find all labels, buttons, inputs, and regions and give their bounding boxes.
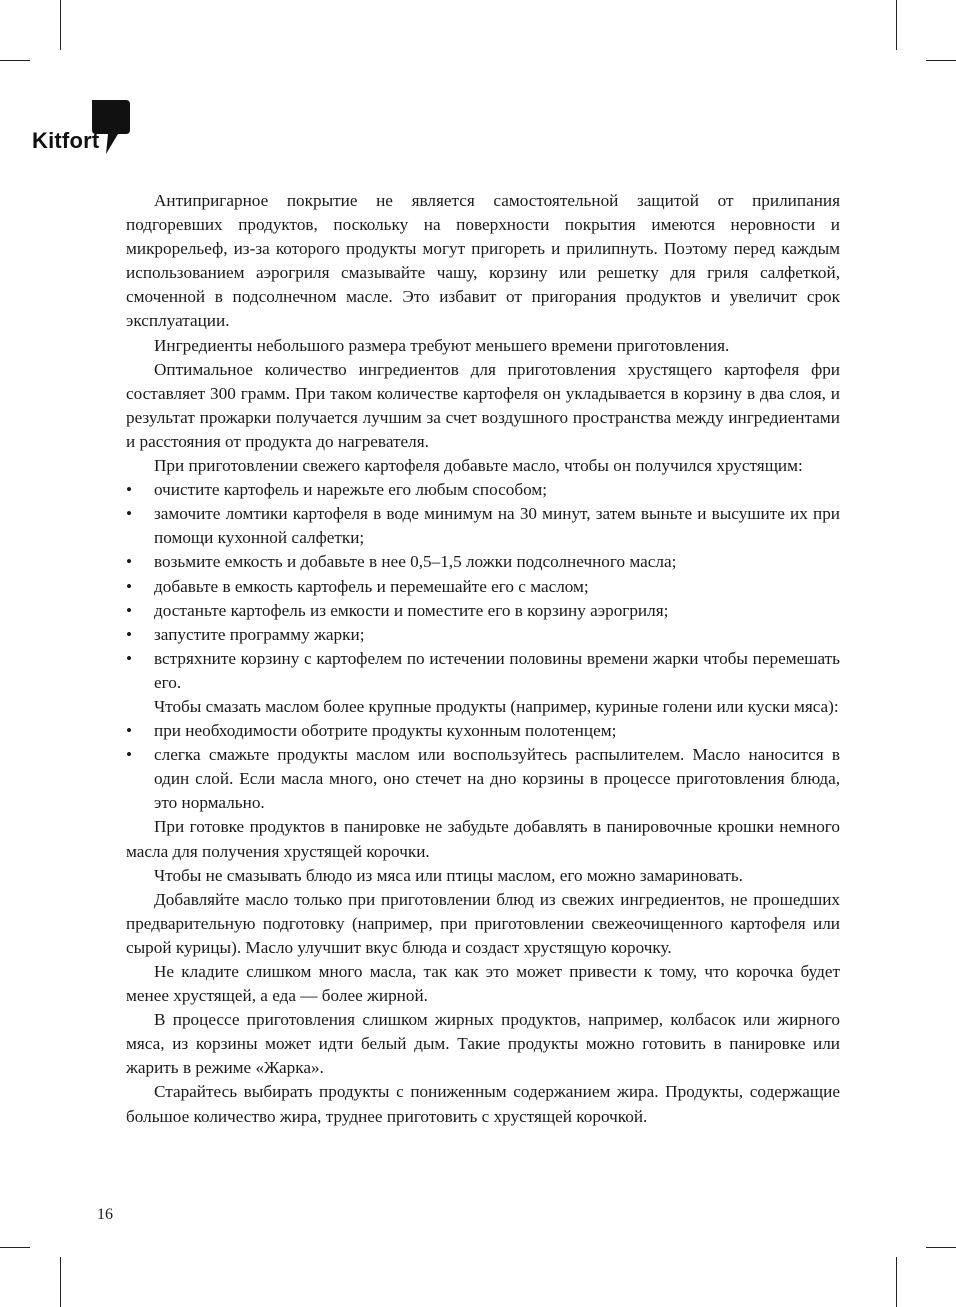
- bullet-icon: •: [126, 648, 133, 668]
- brand-logo: [92, 100, 212, 160]
- bullet-icon: •: [126, 600, 133, 620]
- list-item: • добавьте в емкость картофель и перемешайте его с маслом;: [126, 575, 840, 599]
- list-item: • слегка смажьте продукты маслом или воспользуйтесь распылителем. Масло наносится в один слой. Если масла много, оно стечет на дно корзины в процессе приготовления блюда, это нормально.: [126, 745, 840, 813]
- paragraph: При готовке продуктов в панировке не забудьте добавлять в панировочные крошки немного масла для получения хрустящей корочки.: [126, 817, 840, 861]
- bullet-icon: •: [126, 624, 133, 644]
- potato-steps-list: [126, 478, 840, 695]
- paragraph: Чтобы не смазывать блюдо из мяса или птицы маслом, его можно замариновать.: [154, 865, 743, 885]
- paragraph: Чтобы смазать маслом более крупные продукты (например, куриные голени или куски мяса):: [154, 696, 839, 716]
- list-item: • очистите картофель и нарежьте его любым способом;: [126, 478, 840, 502]
- bullet-icon: •: [126, 504, 133, 524]
- list-item: • достаньте картофель из емкости и поместите его в корзину аэрогриля;: [126, 599, 840, 623]
- list-item: • встряхните корзину с картофелем по истечении половины времени жарки чтобы перемешать его.: [126, 648, 840, 692]
- bullet-icon: •: [126, 552, 133, 572]
- paragraph: Старайтесь выбирать продукты с пониженным содержанием жира. Продукты, содержащие большое количество жира, труднее приготовить с хрустящей корочкой.: [126, 1082, 840, 1126]
- bullet-icon: •: [126, 480, 133, 500]
- list-item: • возьмите емкость и добавьте в нее 0,5–1,5 ложки подсолнечного масла;: [126, 550, 840, 574]
- paragraph: Добавляйте масло только при приготовлении блюд из свежих ингредиентов, не прошедших предварительную подготовку (например, при приготовлении свежеочищенного картофеля или сырой курицы). Масло улучшит вкус блюда и создаст хрустящую корочку.: [126, 889, 840, 957]
- list-item: • при необходимости оботрите продукты кухонным полотенцем;: [126, 719, 840, 743]
- crop-mark-bottom-left-vertical: [60, 1257, 61, 1307]
- bullet-icon: •: [126, 745, 133, 765]
- crop-mark-bottom-right-horizontal: [926, 1247, 956, 1248]
- list-item: • запустите программу жарки;: [126, 623, 840, 647]
- document-body: [126, 189, 840, 1129]
- bullet-icon: •: [126, 721, 133, 741]
- brand-name: Kitfort: [32, 128, 100, 153]
- paragraph: Не кладите слишком много масла, так как это может привести к тому, что корочка будет менее хрустящей, а еда — более жирной.: [126, 962, 840, 1006]
- crop-mark-top-left-vertical: [60, 0, 61, 50]
- crop-mark-bottom-right-vertical: [896, 1257, 897, 1307]
- crop-mark-top-right-vertical: [896, 0, 897, 50]
- paragraph: В процессе приготовления слишком жирных продуктов, например, колбасок или жирного мяса, из корзины может идти белый дым. Такие продукты можно готовить в панировке или жарить в режиме «Жарка».: [126, 1010, 840, 1078]
- paragraph: При приготовлении свежего картофеля добавьте масло, чтобы он получился хрустящим:: [154, 456, 803, 476]
- list-item: • замочите ломтики картофеля в воде минимум на 30 минут, затем выньте и высушите их при помощи кухонной салфетки;: [126, 504, 840, 548]
- crop-mark-top-left-horizontal: [0, 60, 30, 61]
- paragraph: Антипригарное покрытие не является самостоятельной защитой от прилипания подгоревших продуктов, поскольку на поверхности покрытия имеются неровности и микрорельеф, из-за которого продукты могут пригореть и прилипнуть. Поэтому перед каждым использованием аэрогриля смазывайте чашу, корзину или решетку для гриля салфеткой, смоченной в подсолнечном масле. Это избавит от пригорания продуктов и увеличит срок эксплуатации.: [126, 191, 840, 331]
- paragraph: Оптимальное количество ингредиентов для приготовления хрустящего картофеля фри составляет 300 грамм. При таком количестве картофеля он укладывается в корзину в два слоя, и результат прожарки получается лучшим за счет воздушного пространства между ингредиентами и расстояния от продукта до нагревателя.: [126, 359, 840, 451]
- page-number: 16: [97, 1206, 113, 1223]
- paragraph: Ингредиенты небольшого размера требуют меньшего времени приготовления.: [154, 335, 730, 355]
- crop-mark-top-right-horizontal: [926, 60, 956, 61]
- bullet-icon: •: [126, 576, 133, 596]
- crop-mark-bottom-left-horizontal: [0, 1247, 30, 1248]
- large-products-list: [126, 719, 840, 815]
